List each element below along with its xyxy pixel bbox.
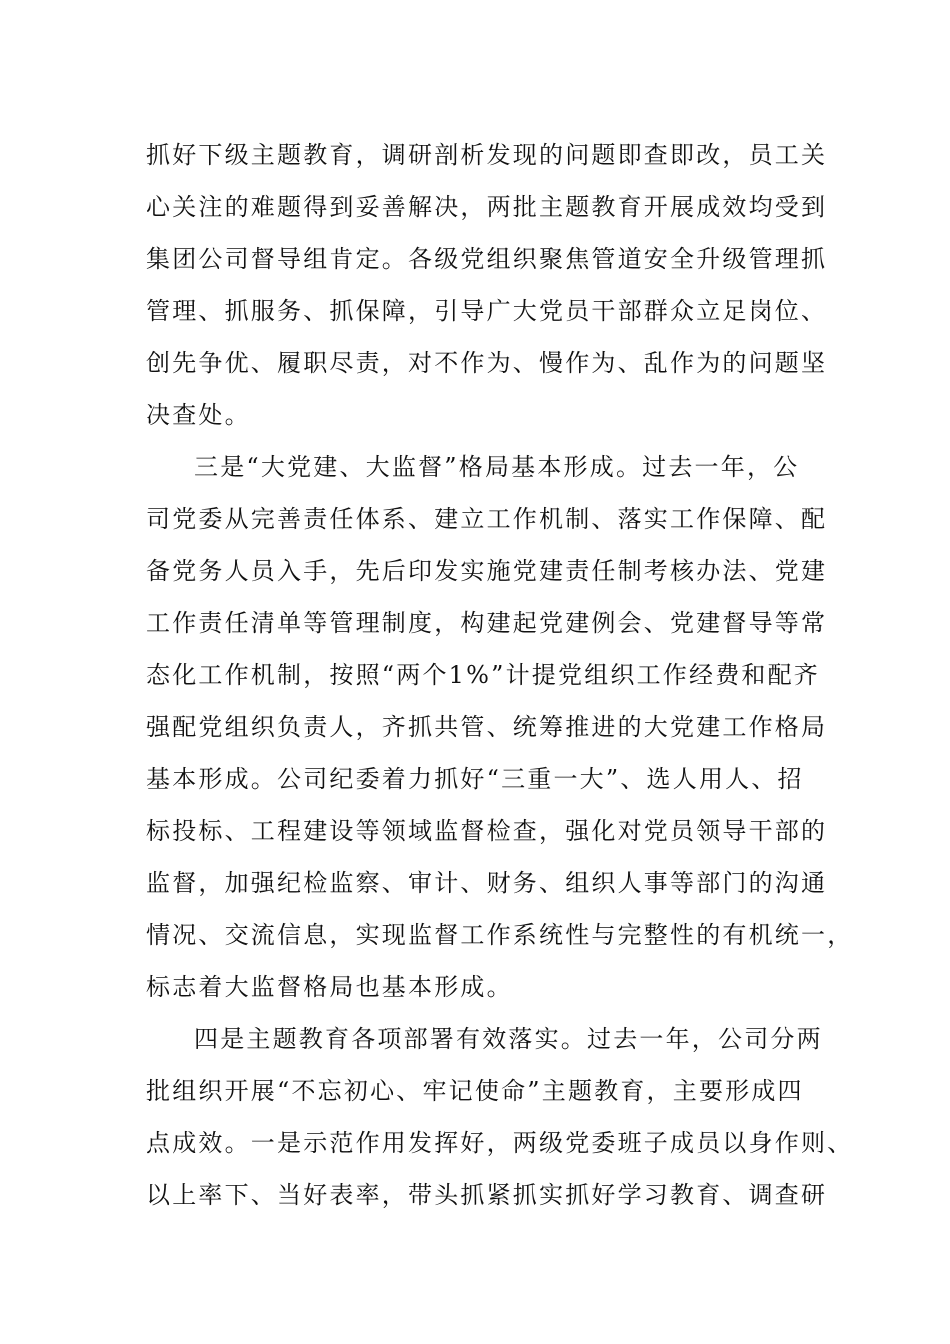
text-line: 以上率下、当好表率，带头抓紧抓实抓好学习教育、调查研	[146, 1181, 828, 1209]
text-line: 点成效。一是示范作用发挥好，两级党委班子成员以身作则、	[146, 1129, 854, 1157]
text-line: 集团公司督导组肯定。各级党组织聚焦管道安全升级管理抓	[146, 245, 828, 273]
text-line: 备党务人员入手，先后印发实施党建责任制考核办法、党建	[146, 557, 828, 585]
text-line: 强配党组织负责人，齐抓共管、统筹推进的大党建工作格局	[146, 713, 828, 741]
text-line: 基本形成。公司纪委着力抓好“三重一大”、选人用人、招	[146, 765, 804, 793]
text-line: 创先争优、履职尽责，对不作为、慢作为、乱作为的问题坚	[146, 349, 828, 377]
text-line: 工作责任清单等管理制度，构建起党建例会、党建督导等常	[146, 609, 828, 637]
paragraph-start-line: 四是主题教育各项部署有效落实。过去一年，公司分两	[194, 1025, 823, 1053]
text-line: 态化工作机制，按照“两个1%”计提党组织工作经费和配齐	[146, 661, 821, 689]
text-line: 决查处。	[146, 401, 251, 429]
text-line: 标志着大监督格局也基本形成。	[146, 973, 513, 1001]
text-line: 抓好下级主题教育，调研剖析发现的问题即查即改，员工关	[146, 141, 828, 169]
text-line: 标投标、工程建设等领域监督检查，强化对党员领导干部的	[146, 817, 828, 845]
text-line: 心关注的难题得到妥善解决，两批主题教育开展成效均受到	[146, 193, 828, 221]
text-line: 司党委从完善责任体系、建立工作机制、落实工作保障、配	[146, 505, 828, 533]
text-line: 批组织开展“不忘初心、牢记使命”主题教育，主要形成四	[146, 1077, 804, 1105]
text-line: 监督，加强纪检监察、审计、财务、组织人事等部门的沟通	[146, 869, 828, 897]
paragraph-start-line: 三是“大党建、大监督”格局基本形成。过去一年，公	[194, 453, 800, 481]
text-line: 管理、抓服务、抓保障，引导广大党员干部群众立足岗位、	[146, 297, 828, 325]
text-line: 情况、交流信息，实现监督工作系统性与完整性的有机统一，	[146, 921, 854, 949]
